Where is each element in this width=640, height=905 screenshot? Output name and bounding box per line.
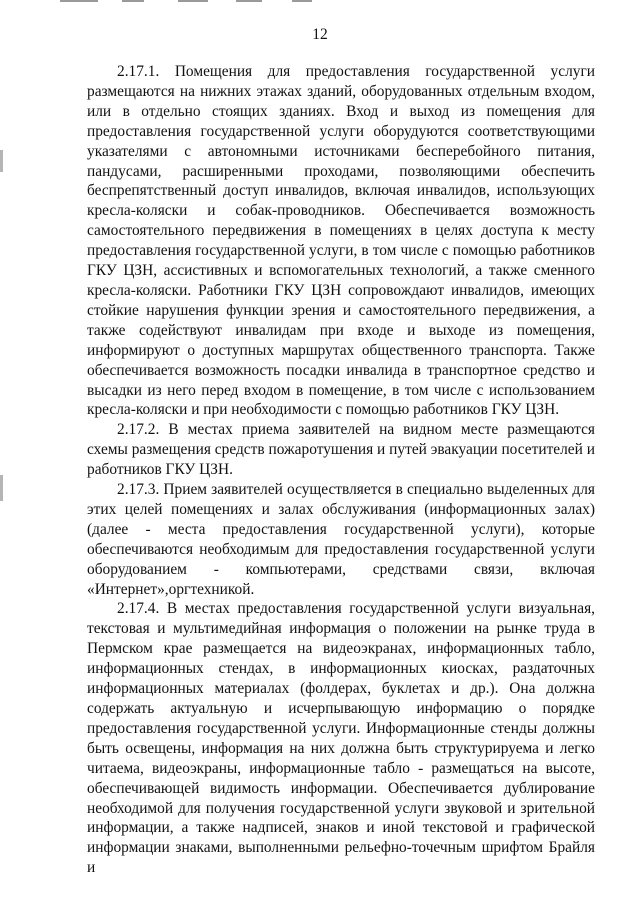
paragraph-2-17-1: 2.17.1. Помещения для предоставления государственной услуги размещаются на нижних этажах зданий, оборудованных отдельным входом, или в отдельно стоящих зданиях. Вход и выход из помещения для предоставления государственной услуги оборудуются соответствующими указателями с автономными источниками бесперебойного питания, пандусами, расширенными проходами, позволяющими обеспечить беспрепятственный доступ инвалидов, включая инвалидов, использующих кресла-коляски и собак-проводников. Обеспечивается возможность самостоятельного передвижения в помещениях в целях доступа к месту предоставления государственной услуги, в том числе с помощью работников ГКУ ЦЗН, ассистивных и вспомогательных технологий, а также сменного кресла-коляски. Работники ГКУ ЦЗН сопровождают инвалидов, имеющих стойкие нарушения функции зрения и самостоятельного передвижения, а также содействуют инвалидам при входе и выходе из помещения, информируют о доступных маршрутах общественного транспорта. Также обеспечивается возможность посадки инвалида в транспортное средство и высадки из него перед входом в помещение, в том числе с использованием кресла-коляски и при необходимости с помощью работников ГКУ ЦЗН. [87, 63, 595, 419]
paragraph-2-17-4: 2.17.4. В местах предоставления государственной услуги визуальная, текстовая и мультимедийная информация о положении на рынке труда в Пермском крае размещается на видеоэкранах, информационных табло, информационных стендах, в информационных киосках, раздаточных информационных материалах (фолдерах, буклетах и др.). Она должна содержать актуальную и исчерпывающую информацию о порядке предоставления государственной услуги. Информационные стенды должны быть освещены, информация на них должна быть структурируема и легко читаема, видеоэкраны, информационные табло - размещаться на высоте, обеспечивающей видимость информации. Обеспечивается дублирование необходимой для получения государственной услуги звуковой и зрительной информации, а также надписей, знаков и иной текстовой и графической информации знаками, выполненными рельефно-точечным шрифтом Брайля и [87, 600, 595, 877]
page-number: 12 [312, 26, 328, 43]
scan-edge-mark-bottom [0, 475, 3, 501]
scan-edge-mark-top [0, 150, 3, 172]
document-body [87, 62, 595, 878]
paragraph-2-17-2: 2.17.2. В местах приема заявителей на видном месте размещаются схемы размещения средств пожаротушения и путей эвакуации посетителей и работников ГКУ ЦЗН. [87, 421, 595, 479]
scan-artifact-marks [60, 0, 320, 6]
paragraph-2-17-3: 2.17.3. Прием заявителей осуществляется в специально выделенных для этих целей помещениях и залах обслуживания (информационных залах) (далее - места предоставления государственной услуги), которые обеспечиваются необходимым для предоставления государственной услуги оборудованием - компьютерами, средствами связи, включая «Интернет»,оргтехникой. [87, 481, 595, 598]
